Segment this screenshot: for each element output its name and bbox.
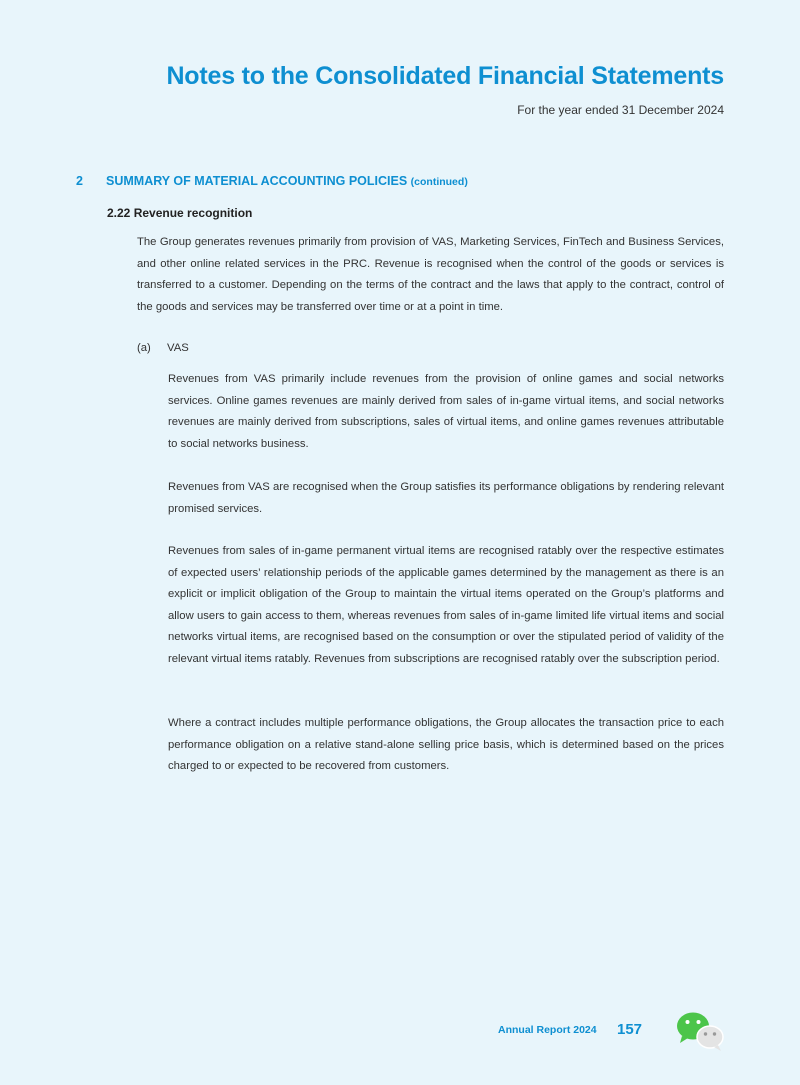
vas-paragraph-3: Revenues from sales of in-game permanent virtual items are recognised ratably over the respective estimates of expected users’ relationship periods of the applicable games determined by the management as there is an explicit or implicit obligation of the Group to maintain the virtual items operated on the Group’s platforms and allow users to gain access to them, whereas revenues from sales of in-game limited life virtual items and social networks virtual items, are recognised based on the consumption or over the stipulated period of validity of the relevant virtual items ratably. Revenues from subscriptions are recognised ratably over the subscription period. [168,545,724,665]
subsection-heading: 2.22 Revenue recognition [107,206,253,220]
page-number: 157 [617,1021,643,1038]
page-title: Notes to the Consolidated Financial Statements [166,62,724,90]
item-a-label: VAS [167,342,189,354]
section-number: 2 [76,174,83,188]
vas-paragraph-4: Where a contract includes multiple performance obligations, the Group allocates the transaction price to each performance obligation on a relative stand-alone selling price basis, which is determined based on the prices charged to or expected to be recovered from customers. [168,717,724,773]
wechat-logo-icon [674,1010,728,1052]
vas-paragraph-1: Revenues from VAS primarily include revenues from the provision of online games and social networks services. Online games revenues are mainly derived from sales of in-game virtual items, and social networks revenues are mainly derived from subscriptions, sales of virtual items, and online games revenues attributable to social networks business. [168,373,724,450]
footer-report-label: Annual Report 2024 [498,1024,597,1036]
intro-paragraph: The Group generates revenues primarily from provision of VAS, Marketing Services, FinTech and Business Services, and other online related services in the PRC. Revenue is recognised when the control of the goods or services is transferred to a customer. Depending on the terms of the contract and the laws that apply to the contract, control of the goods and services may be transferred over time or at a point in time. [137,236,724,313]
section-heading [76,174,468,188]
item-a-marker: (a) [137,342,151,354]
section-title: SUMMARY OF MATERIAL ACCOUNTING POLICIES [106,174,408,188]
section-continued: (continued) [410,176,468,188]
page-subtitle: For the year ended 31 December 2024 [517,103,724,117]
item-a-heading [137,342,189,354]
vas-paragraph-2: Revenues from VAS are recognised when the Group satisfies its performance obligations by rendering relevant promised services. [168,481,724,515]
